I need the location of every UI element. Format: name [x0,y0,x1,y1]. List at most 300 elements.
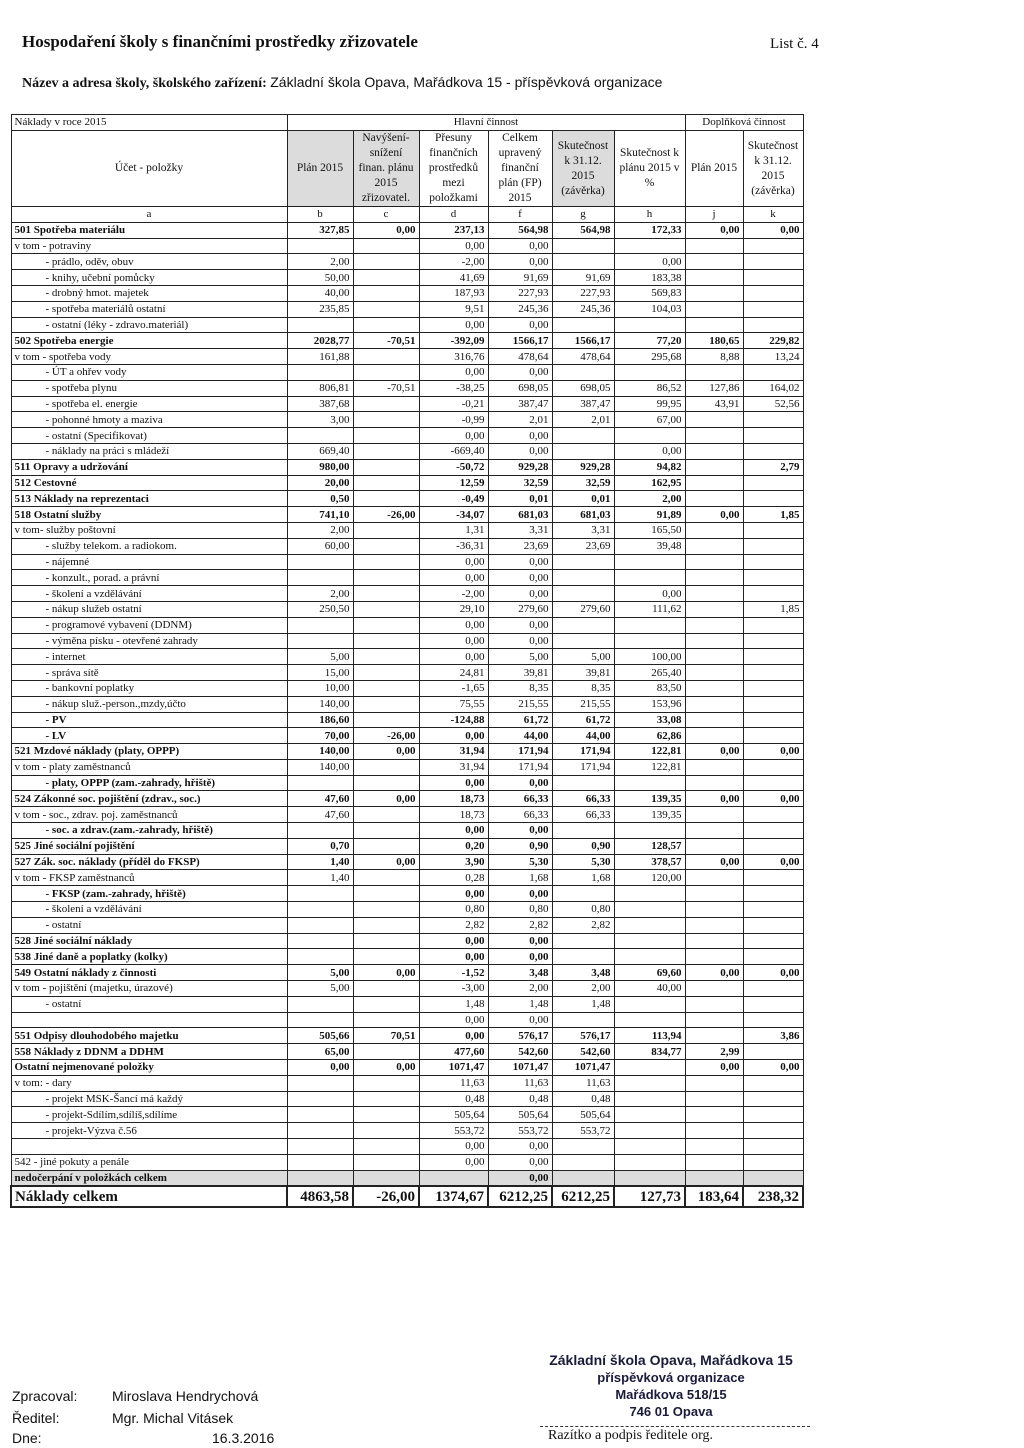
table-row [11,791,803,807]
row-value [353,396,419,412]
row-value: 3,48 [552,965,614,981]
row-value [743,317,803,333]
row-value: 39,81 [488,665,552,681]
row-value: 741,10 [287,507,353,523]
row-value: -669,40 [419,443,488,459]
row-value: 265,40 [614,665,685,681]
row-value: 8,35 [552,680,614,696]
row-value [353,823,419,839]
row-value [614,364,685,380]
row-value [287,823,353,839]
table-row [11,491,803,507]
row-value [353,317,419,333]
row-value [743,870,803,886]
row-value [614,238,685,254]
row-value: 0,00 [419,728,488,744]
group-main-activity: Hlavní činnost [287,115,685,131]
letter-g: g [552,207,614,223]
row-value [685,1139,743,1155]
row-value [743,1044,803,1060]
row-value [552,554,614,570]
letter-c: c [353,207,419,223]
row-value: 29,10 [419,601,488,617]
row-value: 0,50 [287,491,353,507]
row-value [287,775,353,791]
table-row [11,333,803,349]
table-row [11,475,803,491]
row-value: 316,76 [419,349,488,365]
row-label: - prádlo, oděv, obuv [11,254,287,270]
row-value [743,428,803,444]
director-value: Mgr. Michal Vitásek [112,1410,234,1426]
letter-f: f [488,207,552,223]
row-value: 162,95 [614,475,685,491]
row-value [353,838,419,854]
school-stamp [536,1352,806,1420]
row-value [743,949,803,965]
row-value: 1,40 [287,870,353,886]
row-value: 3,86 [743,1028,803,1044]
row-value [287,917,353,933]
row-value [685,933,743,949]
row-value [685,317,743,333]
row-value: 505,64 [419,1107,488,1123]
table-row [11,1012,803,1028]
row-label: nedočerpání v položkách celkem [11,1170,287,1186]
row-value [685,1091,743,1107]
row-value: 113,94 [614,1028,685,1044]
row-value [419,1170,488,1186]
col-transfers: Přesuny finančních prostředků mezi položkami [419,131,488,207]
row-value: -1,65 [419,680,488,696]
row-value [353,870,419,886]
table-row [11,507,803,523]
row-value: 564,98 [488,222,552,238]
row-value: 0,90 [488,838,552,854]
table-row [11,428,803,444]
row-value [552,238,614,254]
col-side-actual: Skutečnost k 31.12. 2015 (závěrka) [743,131,803,207]
row-value: 183,38 [614,270,685,286]
row-value [743,412,803,428]
row-value: 576,17 [552,1028,614,1044]
table-row [11,222,803,238]
row-value: 20,00 [287,475,353,491]
row-value [743,254,803,270]
row-value: 0,00 [419,1139,488,1155]
row-value [552,254,614,270]
row-value: 0,48 [552,1091,614,1107]
row-value [743,1091,803,1107]
row-value: 1566,17 [488,333,552,349]
row-value [614,617,685,633]
row-value [685,238,743,254]
row-value [614,886,685,902]
row-value [287,1170,353,1186]
row-value [743,522,803,538]
school-label: Název a adresa školy, školského zařízení: [22,76,267,91]
school-value: Základní škola Opava, Mařádkova 15 - příspěvková organizace [270,74,663,90]
row-value: 477,60 [419,1044,488,1060]
row-value [353,1123,419,1139]
row-label: - konzult., porad. a právní [11,570,287,586]
row-value [552,1012,614,1028]
row-value: 171,94 [488,759,552,775]
row-value: 0,00 [685,791,743,807]
row-value [353,680,419,696]
row-value [614,1139,685,1155]
row-value: 128,57 [614,838,685,854]
row-label: - bankovní poplatky [11,680,287,696]
row-value: 0,00 [353,791,419,807]
row-value: 1566,17 [552,333,614,349]
row-value: 0,00 [488,364,552,380]
row-value: 0,00 [488,428,552,444]
row-value: 31,94 [419,744,488,760]
row-value [743,364,803,380]
row-value: 67,00 [614,412,685,428]
group-side-activity: Doplňková činnost [685,115,803,131]
row-value: 0,00 [614,254,685,270]
row-value: 0,00 [419,775,488,791]
table-row [11,712,803,728]
date-label: Dne: [12,1430,42,1446]
row-value [685,601,743,617]
row-value [685,617,743,633]
row-label: 521 Mzdové náklady (platy, OPPP) [11,744,287,760]
row-value: 5,00 [287,981,353,997]
row-value: 127,86 [685,380,743,396]
total-transfers: 1374,67 [419,1186,488,1207]
row-value: 0,00 [419,554,488,570]
stamp-line-4: 746 01 Opava [629,1404,713,1419]
row-value: 2,00 [552,981,614,997]
row-value [743,554,803,570]
row-value [743,696,803,712]
row-label: v tom - platy zaměstnanců [11,759,287,775]
row-label: - nákup služ.-person.,mzdy,účto [11,696,287,712]
row-value: 478,64 [552,349,614,365]
row-value: 8,35 [488,680,552,696]
row-value: 44,00 [488,728,552,744]
row-value: 0,00 [353,1060,419,1076]
row-value [685,1075,743,1091]
row-value: 18,73 [419,791,488,807]
letter-row [11,207,803,223]
stamp-line-3: Mařádkova 518/15 [615,1387,727,1402]
row-label: - PV [11,712,287,728]
row-value: 237,13 [419,222,488,238]
table-row [11,1107,803,1123]
row-value: 2,82 [552,917,614,933]
row-value [743,902,803,918]
row-value: 0,00 [488,570,552,586]
table-row [11,1154,803,1170]
row-value [353,270,419,286]
row-value: 60,00 [287,538,353,554]
row-value [614,917,685,933]
row-value [287,1139,353,1155]
row-value [685,633,743,649]
row-value: 698,05 [488,380,552,396]
total-actual: 6212,25 [552,1186,614,1207]
row-label: Ostatní nejmenované položky [11,1060,287,1076]
row-value: 23,69 [488,538,552,554]
row-value [287,1075,353,1091]
table-row [11,617,803,633]
table-row [11,317,803,333]
table-row [11,1091,803,1107]
row-value: 505,66 [287,1028,353,1044]
row-value [287,633,353,649]
stamp-line-1: Základní škola Opava, Mařádkova 15 [549,1352,793,1368]
row-value [743,285,803,301]
row-value: 0,01 [488,491,552,507]
row-value [743,617,803,633]
row-value: 0,00 [419,1028,488,1044]
row-value: 66,33 [552,791,614,807]
row-value: 41,69 [419,270,488,286]
row-value [685,807,743,823]
row-value: 553,72 [419,1123,488,1139]
row-value: 0,48 [488,1091,552,1107]
row-value: 15,00 [287,665,353,681]
table-row [11,522,803,538]
row-value: 10,00 [287,680,353,696]
table-row [11,823,803,839]
row-value: 164,02 [743,380,803,396]
table-row [11,554,803,570]
row-label: - projekt-Sdílím,sdílíš,sdílíme [11,1107,287,1123]
column-header-row [11,131,803,207]
row-label: - drobný hmot. majetek [11,285,287,301]
row-value [353,712,419,728]
row-value: 279,60 [552,601,614,617]
row-value: 0,00 [743,1060,803,1076]
row-value: 0,00 [685,222,743,238]
row-value: 91,89 [614,507,685,523]
row-label: v tom: - dary [11,1075,287,1091]
row-value: 2,82 [488,917,552,933]
row-label: 525 Jiné sociální pojištění [11,838,287,854]
row-label [11,1012,287,1028]
row-value [614,996,685,1012]
row-value: 11,63 [419,1075,488,1091]
table-row [11,238,803,254]
row-value [743,680,803,696]
row-value: 99,95 [614,396,685,412]
row-value [743,586,803,602]
row-value [287,570,353,586]
row-value [353,949,419,965]
row-label: - programové vybavení (DDNM) [11,617,287,633]
row-value [353,759,419,775]
row-value: 0,00 [488,1154,552,1170]
row-value [743,491,803,507]
row-value [685,364,743,380]
row-label: 513 Náklady na reprezentaci [11,491,287,507]
sheet-number: List č. 4 [770,36,819,52]
table-row [11,838,803,854]
row-value [743,570,803,586]
row-value: 0,00 [419,570,488,586]
row-value: 165,50 [614,522,685,538]
row-value: 171,94 [552,744,614,760]
row-value [353,933,419,949]
row-label: 549 Ostatní náklady z činnosti [11,965,287,981]
row-value [743,823,803,839]
row-value: 2,00 [287,586,353,602]
row-value [614,317,685,333]
row-value: 229,82 [743,333,803,349]
table-row [11,586,803,602]
row-value [743,712,803,728]
row-label: 542 - jiné pokuty a penále [11,1154,287,1170]
row-value [353,633,419,649]
row-value: 0,00 [614,443,685,459]
row-value: 0,00 [419,1012,488,1028]
row-value: 327,85 [287,222,353,238]
table-row [11,775,803,791]
row-value: 39,81 [552,665,614,681]
row-value: 187,93 [419,285,488,301]
row-value: 0,70 [287,838,353,854]
row-label: - knihy, učební pomůcky [11,270,287,286]
prepared-value: Miroslava Hendrychová [112,1388,259,1404]
row-value [743,917,803,933]
row-label: 511 Opravy a udržování [11,459,287,475]
row-value: 669,40 [287,443,353,459]
row-value: 0,00 [488,317,552,333]
row-value: 11,63 [552,1075,614,1091]
row-value: 0,00 [353,222,419,238]
total-label: Náklady celkem [11,1186,287,1207]
row-value: 279,60 [488,601,552,617]
row-value: 1,85 [743,507,803,523]
col-side-plan: Plán 2015 [685,131,743,207]
row-value: -0,99 [419,412,488,428]
row-value: 0,00 [419,949,488,965]
row-value: -0,21 [419,396,488,412]
row-value: 3,31 [488,522,552,538]
row-value [743,728,803,744]
row-value [743,270,803,286]
table-row [11,949,803,965]
row-value [614,1170,685,1186]
row-value [743,538,803,554]
row-value [685,728,743,744]
row-value: 0,00 [353,854,419,870]
table-row [11,728,803,744]
row-value [685,270,743,286]
row-value: -38,25 [419,380,488,396]
row-value: 215,55 [488,696,552,712]
row-value [353,917,419,933]
row-value: 834,77 [614,1044,685,1060]
row-value: -124,88 [419,712,488,728]
row-value: -26,00 [353,507,419,523]
row-value [614,633,685,649]
row-value [353,349,419,365]
letter-d: d [419,207,488,223]
row-label: - projekt-Výzva č.56 [11,1123,287,1139]
row-value: 5,30 [552,854,614,870]
prepared-label: Zpracoval: [12,1388,78,1404]
row-value [685,838,743,854]
row-value: 1071,47 [488,1060,552,1076]
row-value: 0,00 [353,965,419,981]
row-value: -392,09 [419,333,488,349]
row-value: 1,48 [552,996,614,1012]
row-value [353,617,419,633]
row-value [743,665,803,681]
row-value: 0,00 [488,1139,552,1155]
table-body [11,222,803,1186]
row-value: 12,59 [419,475,488,491]
row-value [552,1154,614,1170]
row-value [552,1139,614,1155]
row-value: 505,64 [488,1107,552,1123]
row-value [743,1075,803,1091]
row-label: - školení a vzdělávání [11,902,287,918]
row-value: 5,00 [552,649,614,665]
row-value: 122,81 [614,759,685,775]
row-value: 0,90 [552,838,614,854]
row-value [685,412,743,428]
row-value [614,1091,685,1107]
row-value [743,933,803,949]
row-value [353,1154,419,1170]
row-value: 564,98 [552,222,614,238]
row-value: 0,00 [685,854,743,870]
total-side-plan: 183,64 [685,1186,743,1207]
row-value: 0,01 [552,491,614,507]
row-value: 2,00 [488,981,552,997]
row-value: 32,59 [552,475,614,491]
row-value [353,601,419,617]
row-value: 47,60 [287,807,353,823]
row-value: 91,69 [552,270,614,286]
row-label: - ostatní (Specifikovat) [11,428,287,444]
row-value: 2,82 [419,917,488,933]
row-value [287,996,353,1012]
row-value [685,696,743,712]
row-value: 62,86 [614,728,685,744]
row-value: 0,00 [685,1060,743,1076]
row-value: 0,00 [419,823,488,839]
row-value: 91,69 [488,270,552,286]
row-value [685,1170,743,1186]
row-value: 0,00 [419,886,488,902]
row-value: 0,00 [419,649,488,665]
row-value: 61,72 [488,712,552,728]
row-value: 0,00 [419,238,488,254]
row-value: 186,60 [287,712,353,728]
total-row [11,1186,803,1207]
row-value: 8,88 [685,349,743,365]
table-row [11,570,803,586]
row-value: 1,85 [743,601,803,617]
row-value [685,570,743,586]
row-value: 0,00 [488,254,552,270]
row-value [353,1044,419,1060]
row-value [685,775,743,791]
row-value [287,238,353,254]
row-value: 94,82 [614,459,685,475]
row-value [353,902,419,918]
row-value [353,586,419,602]
row-value [743,443,803,459]
